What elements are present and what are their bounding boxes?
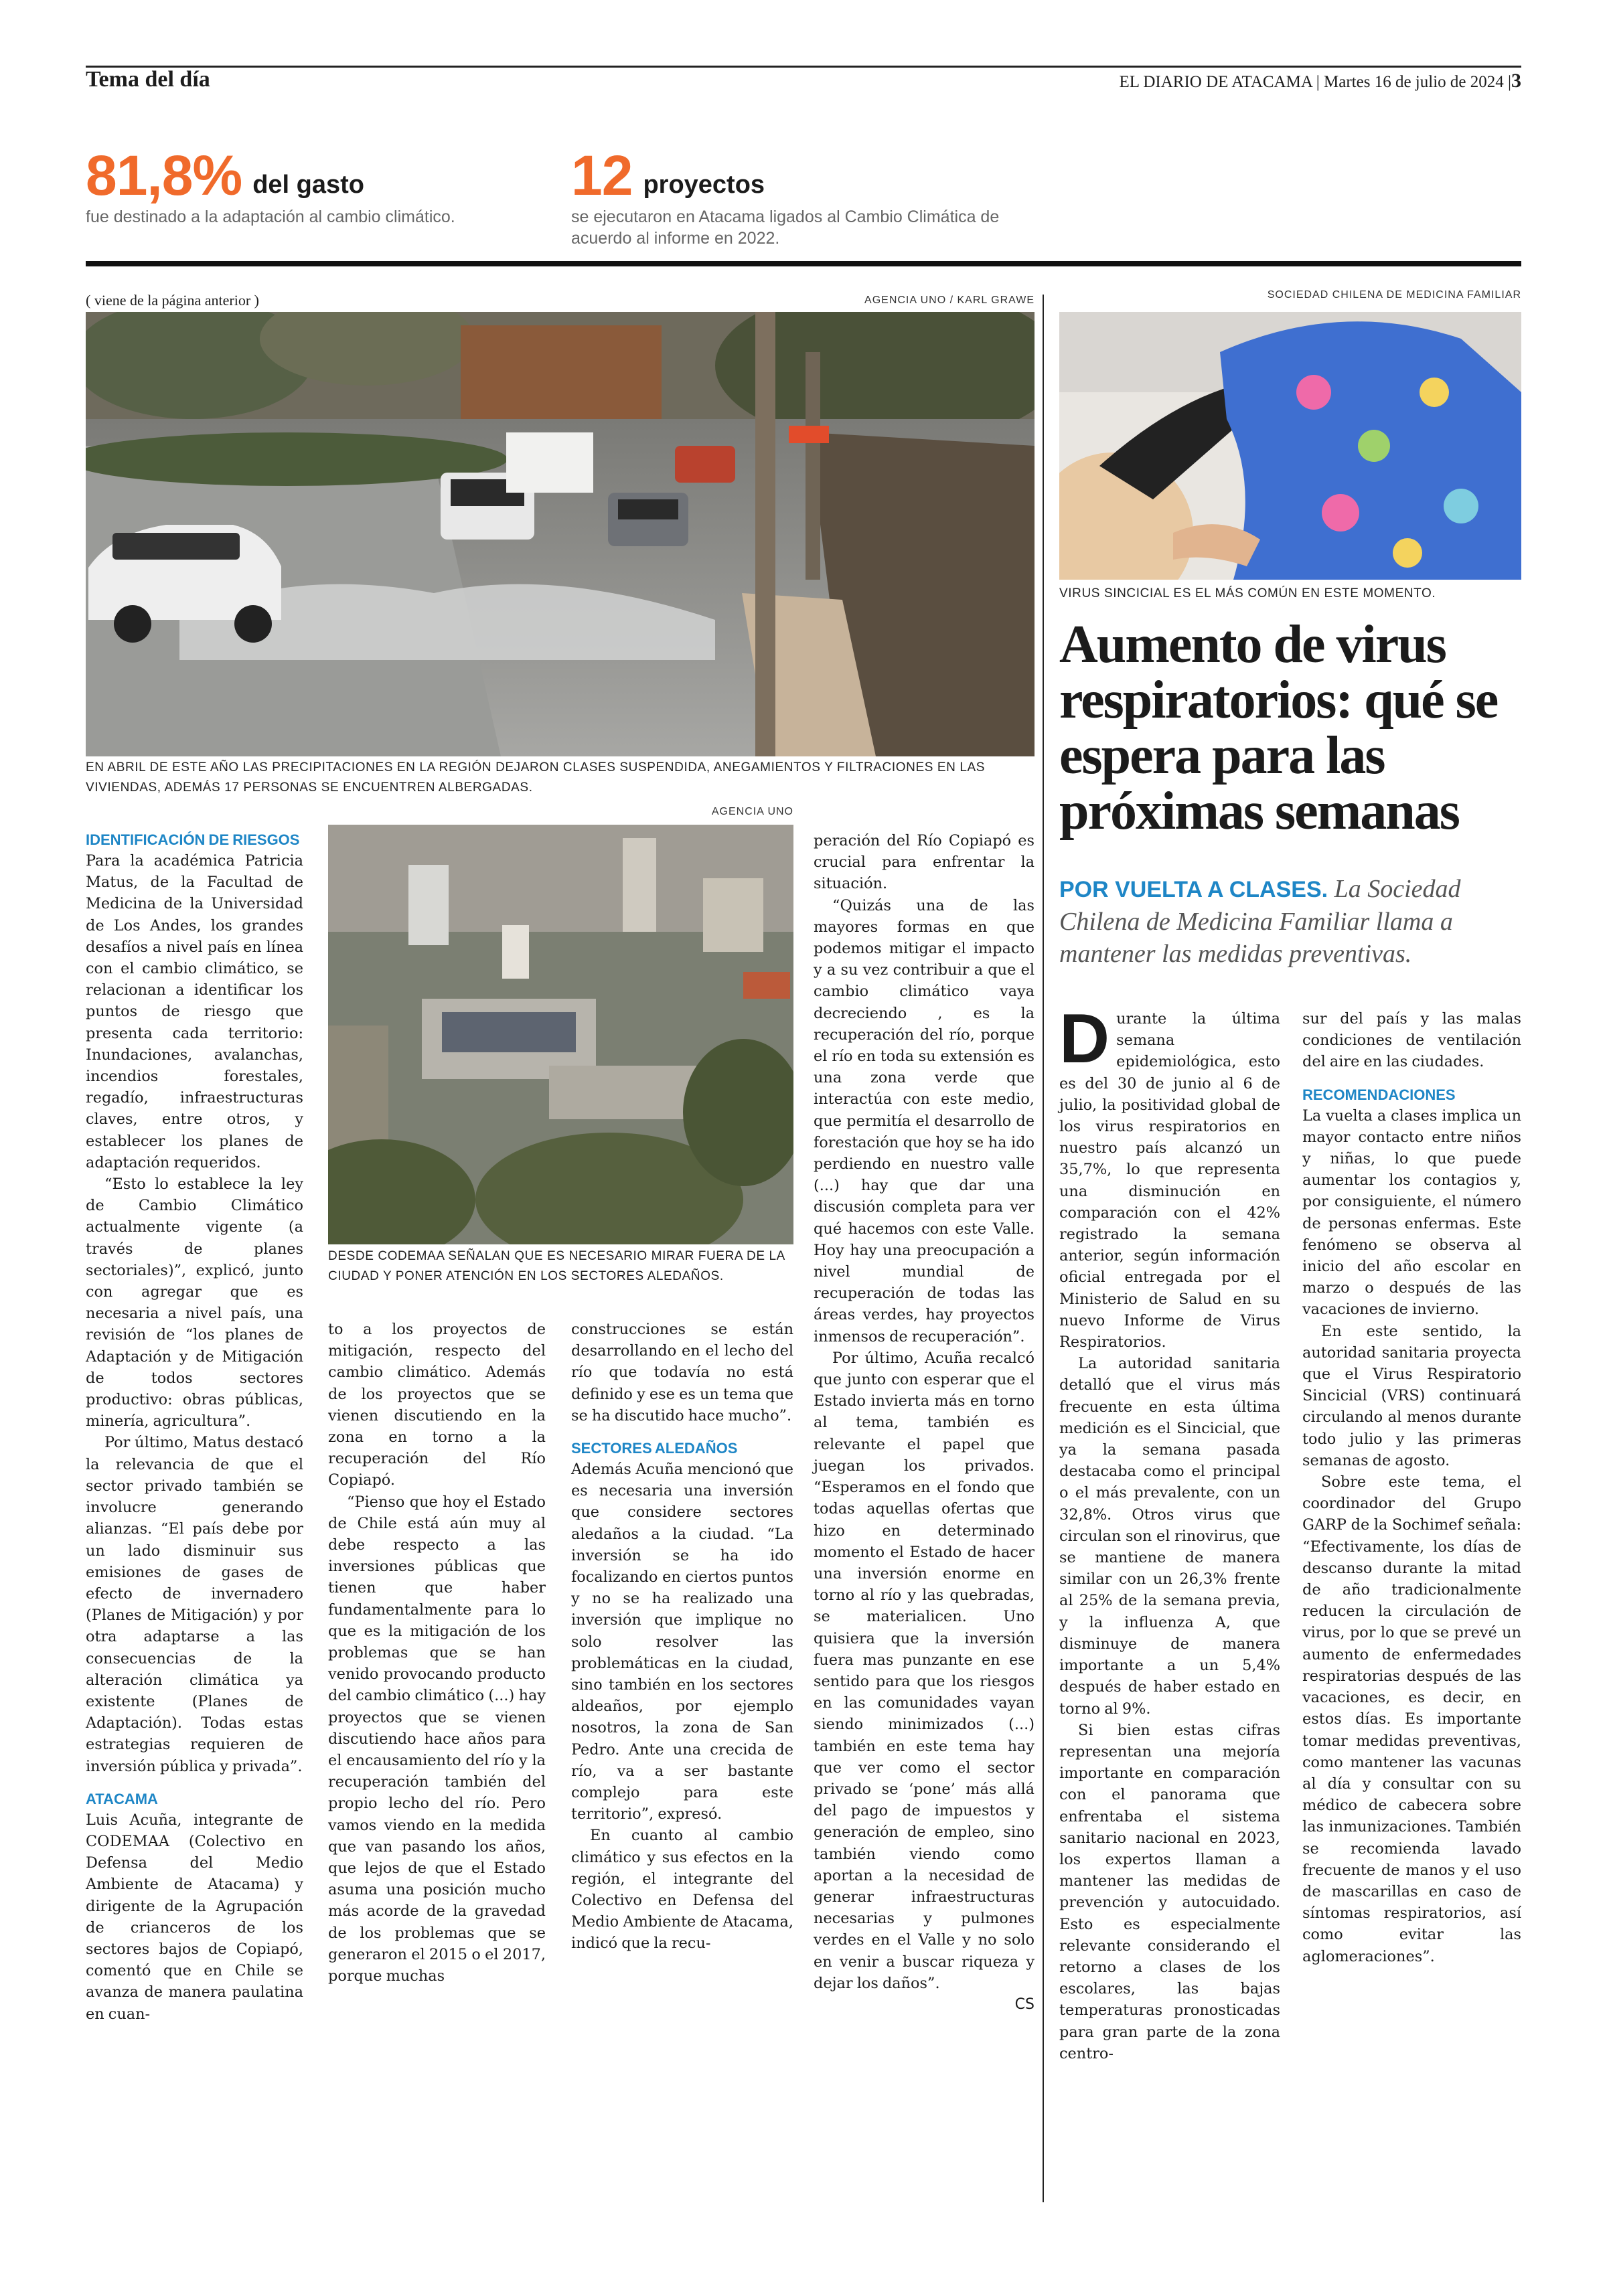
aerial-city-photo: [328, 825, 793, 1244]
story-column-1: [86, 830, 303, 2025]
paragraph: La autoridad sanitaria detalló que el virus más frecuente en esta última medición es el Sincicial, que ya la semana pasada destacaba como el principal o el más prevalente, con un 32,8%. Otros virus que circulan son el rinovirus, que se mantiene de manera similar con un 26,3% frente al 25% de la semana previa, y la influenza A, que disminuye de manera importante a un 5,4% después de haber estado en torno al 9%.: [1059, 1355, 1280, 1718]
header-rule: [86, 66, 1521, 68]
paragraph: sur del país y las malas condiciones de ventilación del aire en las ciudades.: [1302, 1010, 1521, 1071]
photo-credit: AGENCIA UNO / KARL GRAWE: [864, 295, 1035, 306]
paragraph: Sobre este tema, el coordinador del Grupo GARP de la Sochimef señala: “Efectivamente, los días de descanso durante la mitad de año tradicionalmente reducen la circulación de virus, por lo que se prevé un aumento de enfermedades respiratorias después de las vacaciones, es decir, en estos días. Es importante tomar medidas preventivas, como mantener las vacunas al día y consultar con su médico de cabecera sobre las inmunizaciones. También se recomienda lavado frecuente de manos y el uso de mascarillas en caso de síntomas respiratorios, así como evitar las aglomeraciones”.: [1302, 1473, 1521, 1965]
stat-value: 81,8%: [86, 144, 242, 207]
stat-value: 12: [571, 144, 633, 207]
page-number: 3: [1511, 70, 1521, 92]
deck: [1059, 873, 1528, 970]
column-divider: [1043, 295, 1044, 2202]
kicker: POR VUELTA A CLASES.: [1059, 877, 1328, 902]
health-column-2: [1302, 1008, 1521, 1967]
story-column-3: [571, 1319, 793, 1955]
headline: Aumento de virus respiratorios: qué se espera para las próximas semanas: [1059, 615, 1498, 841]
paper-info: EL DIARIO DE ATACAMA | Martes 16 de julio de 2024 |3: [1119, 70, 1521, 92]
paragraph: to a los proyectos de mitigación, respecto del cambio climático. Además de los proyectos que se vienen discutiendo en la zona en torno a la recuperación del Río Copiapó.: [328, 1321, 546, 1489]
subhead-recomendaciones: RECOMENDACIONES: [1302, 1086, 1456, 1103]
health-column-1: [1059, 1000, 1280, 2064]
photo-caption: VIRUS SINCICIAL ES EL MÁS COMÚN EN ESTE MOMENTO.: [1059, 586, 1436, 600]
paragraph: “Pienso que hoy el Estado de Chile está aún muy al debe respecto a las inversiones públicas que tienen que haber fundamentalmente para lo que es la mitigación de los problemas que se han venido provocando producto del cambio climático (...) hay proyectos que se vienen discutiendo hace años para el encausamiento del río y la recuperación también del propio lecho del río. Pero vamos viendo en la medida que van pasando los años, que lejos de que el Estado asuma una posición mucho más acorde de la gravedad de los problemas que se generaron el 2015 o el 2017, porque muchas: [328, 1493, 546, 1985]
paragraph: Para la académica Patricia Matus, de la Facultad de Medicina de la Universidad de Los Andes, los grandes desafíos a nivel país en línea con el cambio climático, se relacionan a identificar los puntos de riesgo que presenta cada territorio: Inundaciones, avalanchas, incendios forestales, regadío, infraestructuras claves, entre otros, y establecer los planes de adaptación requeridos.: [86, 852, 303, 1171]
stat-desc: se ejecutaron en Atacama ligados al Cambio Climática de acuerdo al informe en 2022.: [571, 208, 1000, 248]
paragraph: peración del Río Copiapó es crucial para enfrentar la situación.: [814, 832, 1035, 893]
section-rule: [86, 261, 1521, 266]
paragraph: construcciones se están desarrollando en el lecho del río que todavía no está definido y ese es un tema que se ha discutido hace mucho”.: [571, 1321, 793, 1424]
author-initials: CS: [1014, 1995, 1035, 2013]
stat-spending: [86, 144, 554, 228]
paragraph: “Esto lo establece la ley de Cambio Climático actualmente vigente (a través de planes sectoriales)”, explicó, junto con agregar que es necesaria a nivel país, una revisión de “los planes de Adaptación y de Mitigación de todos sectores productivo: obras públicas, minería, agricultura”.: [86, 1175, 303, 1430]
stat-unit: proyectos: [643, 171, 765, 199]
paragraph: La vuelta a clases implica un mayor contacto entre niños y niñas, lo que puede aumentar los contagios y, por consiguiente, el número de personas enfermas. Este fenómeno se observa al inicio del año escolar en marzo o después de las vacaciones de invierno.: [1302, 1106, 1521, 1319]
grey-car: [608, 493, 688, 546]
paragraph: urante la última semana epidemiológica, esto es del 30 de junio al 6 de julio, la positividad global de los virus respiratorios en nuestro país alcanzó un 35,7%, lo que representa una disminución en comparación con el 42% registrado la semana anterior, según información oficial entregada por el Ministerio de Salud en su nuevo Informe de Virus Respiratorios.: [1059, 1010, 1280, 1351]
paragraph: “Quizás una de las mayores formas en que podemos mitigar el impacto y a su vez contribuir a que el cambio climático vaya decreciendo , es la recuperación del río, porque el río en toda su extensión es una zona verde que interactúa con este medio, que permitía el desarrollo de forestación que hoy se ha ido perdiendo en nuestro valle (...) hay que dar una discusión completa para ver qué hacemos con este Valle. Hoy hay una preocupación a nivel mundial de recuperación de todas las áreas verdes, hay proyectos inmensos de recuperación”.: [814, 896, 1035, 1345]
story-column-2: [328, 1319, 546, 1987]
deck-text: La Sociedad Chilena de Medicina Familiar llama a mantener las medidas preventivas.: [1059, 875, 1461, 968]
flooded-street-photo: [86, 312, 1035, 756]
photo-credit: SOCIEDAD CHILENA DE MEDICINA FAMILIAR: [1267, 289, 1521, 301]
subhead-sectores: SECTORES ALEDAÑOS: [571, 1440, 738, 1457]
paper-name: EL DIARIO DE ATACAMA: [1119, 73, 1312, 91]
paragraph: En cuanto al cambio climático y sus efectos en la región, el integrante del Colectivo en Defensa del Medio Ambiente de Atacama, indicó que la recu-: [571, 1827, 793, 1953]
section-label: Tema del día: [86, 67, 210, 92]
paragraph: Por último, Matus destacó la relevancia de que el sector privado también se involucre generando alianzas. “El país debe por un lado disminuir sus emisiones de gases de efecto de invernadero (Planes de Mitigación) y por otra adaptarse a las consecuencias de la alteración climática ya existente (Planes de Adaptación). Todas estas estrategias requieren de inversión pública y privada”.: [86, 1434, 303, 1775]
paragraph: Además Acuña mencionó que es necesaria una inversión que considere sectores aledaños a la ciudad. “La inversión se ha ido focalizando en ciertos puntos y no se ha realizado una inversión que implique no solo resolver las problemáticas en la ciudad, sino también en los sectores aldeaños, por ejemplo nosotros, la zona de San Pedro. Ante una crecida de río, va a ser bastante complejo para este territorio”, expresó.: [571, 1461, 793, 1823]
subhead-atacama: ATACAMA: [86, 1790, 158, 1807]
paragraph: Por último, Acuña recalcó que junto con esperar que el Estado invierta más en torno al tema, también es relevante el papel que juegan los privados. “Esperamos en el fondo que todas aquellas ofertas que hizo en determinado momento el Estado de hacer una inversión enorme en torno al río y las quebradas, se materialicen. Uno quisiera que la inversión fuera mas punzante en ese sentido para que los riesgos en las comunidades vayan siendo minimizados (...) también en este tema hay que ver como el sector privado se ‘pone’ más allá del pago de impuestos y generación de empleo, sino también viendo como aportan a la necesidad de generar infraestructuras necesarias y pulmones verdes en el Valle y no solo en venir a buscar riqueza y dejar los daños”.: [814, 1349, 1035, 1992]
photo-caption: EN ABRIL DE ESTE AÑO LAS PRECIPITACIONES EN LA REGIÓN DEJARON CLASES SUSPENDIDA, ANEGAMIENTOS Y FILTRACIONES EN LAS VIVIENDAS, ADEMÁS 17 PERSONAS SE ENCUENTREN ALBERGADAS.: [86, 760, 986, 795]
stat-projects: [571, 144, 1013, 249]
paragraph: Luis Acuña, integrante de CODEMAA (Colectivo en Defensa del Medio Ambiente de Atacama) y dirigente de la Agrupación de crianceros de los sectores bajos de Copiapó, comentó que en Chile se avanza de manera paulatina en cuan-: [86, 1811, 303, 2023]
continued-note: ( viene de la página anterior ): [86, 292, 259, 309]
paper-date: Martes 16 de julio de 2024: [1324, 73, 1504, 91]
stat-unit: del gasto: [252, 171, 364, 199]
subhead-riesgos: IDENTIFICACIÓN DE RIESGOS: [86, 831, 300, 848]
vaccination-photo: [1059, 312, 1521, 580]
photo-caption: DESDE CODEMAA SEÑALAN QUE ES NECESARIO MIRAR FUERA DE LA CIUDAD Y PONER ATENCIÓN EN LOS SECTORES ALEDAÑOS.: [328, 1249, 785, 1283]
paragraph: En este sentido, la autoridad sanitaria proyecta que el Virus Respiratorio Sincicial (VRS) continuará circulando al menos durante todo julio y las primeras semanas de agosto.: [1302, 1322, 1521, 1469]
stat-desc: fue destinado a la adaptación al cambio climático.: [86, 208, 455, 226]
photo-credit: AGENCIA UNO: [711, 806, 793, 817]
story-column-4: [814, 830, 1035, 2016]
drop-cap: D: [1059, 1000, 1110, 1078]
paragraph: Si bien estas cifras representan una mejoría importante en comparación con el panorama que enfrentaba el sistema sanitario nacional en 2023, los expertos llaman a mantener las medidas de prevención y autocuidado. Esto es especialmente relevante considerando el retorno a clases de los escolares, las bajas temperaturas pronosticadas para gran parte de la zona centro-: [1059, 1721, 1280, 2062]
